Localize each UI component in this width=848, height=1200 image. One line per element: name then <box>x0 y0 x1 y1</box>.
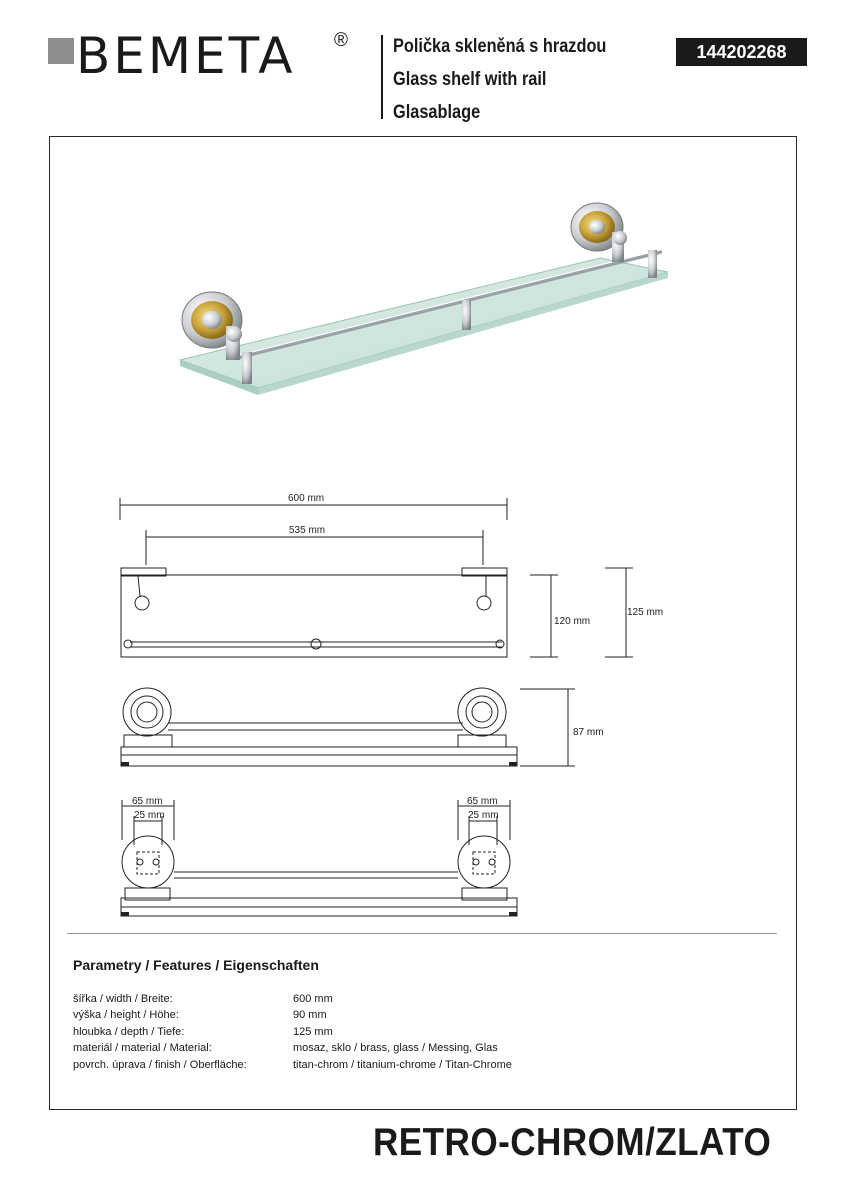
dim-600: 600 mm <box>288 493 325 504</box>
dim-25-left: 25 mm <box>134 810 165 821</box>
dim-120: 120 mm <box>554 616 591 627</box>
brand-logo: BEMETA <box>76 27 296 85</box>
param-label: povrch. úprava / finish / Oberfläche: <box>73 1058 247 1071</box>
title-german: Glasablage <box>393 102 481 123</box>
param-value: 90 mm <box>293 1009 327 1022</box>
dim-65-right: 65 mm <box>467 796 498 807</box>
parameters-title: Parametry / Features / Eigenschaften <box>73 957 319 973</box>
param-value: 125 mm <box>293 1025 333 1038</box>
dim-25-right: 25 mm <box>468 810 499 821</box>
bottom-right-rosette <box>458 836 510 888</box>
section-divider <box>67 933 777 934</box>
dim-125: 125 mm <box>627 607 664 618</box>
front-right-rosette <box>458 688 506 736</box>
param-label: materiál / material / Material: <box>73 1042 212 1055</box>
top-view-shelf <box>121 575 507 657</box>
front-view-glass <box>121 747 517 766</box>
registered-mark: ® <box>334 30 348 51</box>
bottom-left-rosette <box>122 836 174 888</box>
title-czech: Polička skleněná s hrazdou <box>393 36 607 57</box>
param-value: 600 mm <box>293 993 333 1005</box>
title-english: Glass shelf with rail <box>393 69 547 90</box>
param-label: hloubka / depth / Tiefe: <box>73 1025 185 1038</box>
param-value: titan-chrom / titanium-chrome / Titan-Chrome <box>293 1058 512 1071</box>
param-label: výška / height / Höhe: <box>73 1009 179 1022</box>
front-left-rosette <box>123 688 171 736</box>
dim-87: 87 mm <box>573 727 604 738</box>
dim-65-left: 65 mm <box>132 796 163 807</box>
param-label: šířka / width / Breite: <box>73 993 173 1005</box>
param-value: mosaz, sklo / brass, glass / Messing, Glas <box>293 1042 498 1055</box>
product-code: 144202268 <box>676 38 807 66</box>
collection-title: RETRO-CHROM/ZLATO <box>373 1121 772 1164</box>
dim-535: 535 mm <box>289 525 326 536</box>
